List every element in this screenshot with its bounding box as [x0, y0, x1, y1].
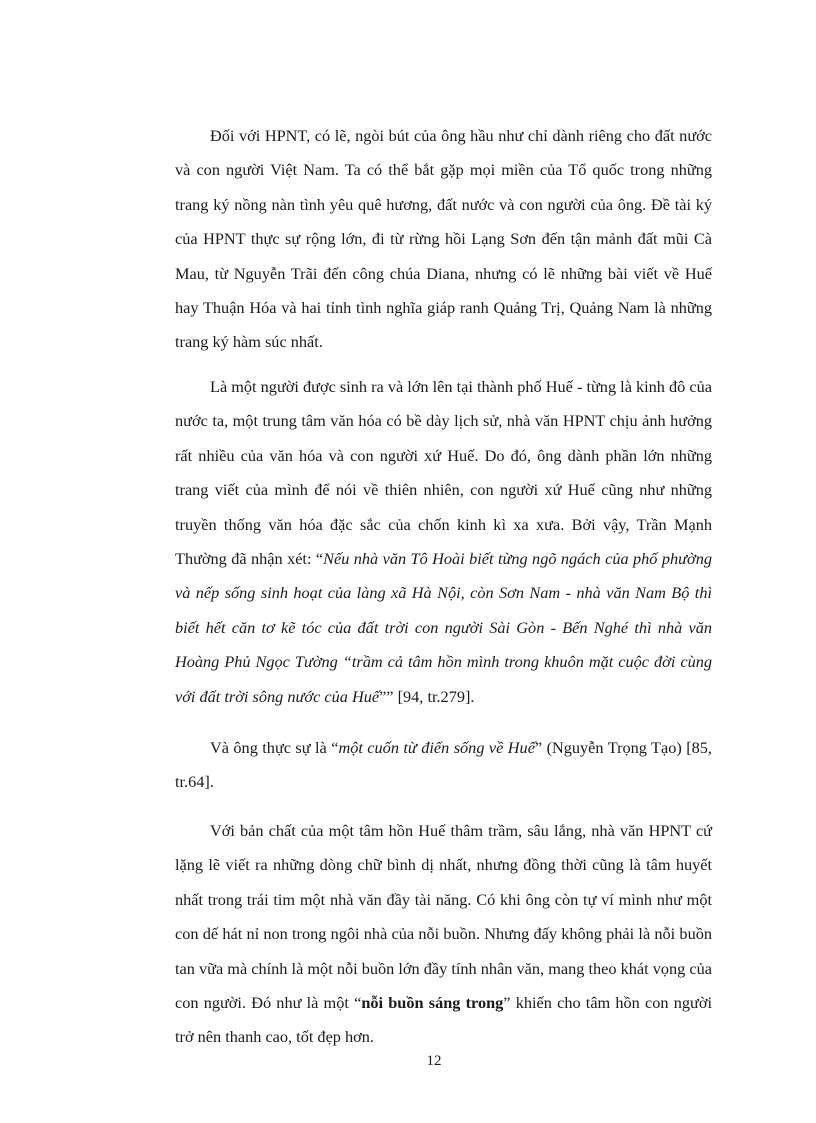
- paragraph-2: [175, 370, 712, 714]
- paragraph-3-citation: ” (Nguyễn Trọng Tạo) [85, tr.64].: [175, 738, 712, 792]
- paragraph-4-bold-phrase: nỗi buồn sáng trong: [361, 993, 504, 1013]
- paragraph-3: [175, 731, 712, 800]
- paragraph-2-lead: Là một người được sinh ra và lớn lên tại thành phố Huế - từng là kinh đô của nước ta, một trung tâm văn hóa có bề dày lịch sử, nhà văn HPNT chịu ảnh hưởng rất nhiều của văn hóa và con người xứ Huế. Do đó, ông dành phần lớn những trang viết của mình để nói về thiên nhiên, con người xứ Huế cũng như những truyền thống văn hóa đặc sắc của chốn kinh kì xa xưa. Bởi vậy, Trần Mạnh Thường đã nhận xét: “: [175, 377, 712, 569]
- paragraph-1-text: Đối với HPNT, có lẽ, ngòi bút của ông hầu như chỉ dành riêng cho đất nước và con người Việt Nam. Ta có thể bắt gặp mọi miền của Tổ quốc trong những trang ký nồng nàn tình yêu quê hương, đất nước và con người của ông. Đề tài ký của HPNT thực sự rộng lớn, đi từ rừng hồi Lạng Sơn đến tận mảnh đất mũi Cà Mau, từ Nguyễn Trãi đến công chúa Diana, nhưng có lẽ những bài viết về Huế hay Thuận Hóa và hai tỉnh tình nghĩa giáp ranh Quảng Trị, Quảng Nam là những trang ký hàm súc nhất.: [175, 126, 712, 352]
- paragraph-3-lead: Và ông thực sự là “: [210, 738, 339, 757]
- paragraph-2-citation: ”” [94, tr.279].: [379, 686, 475, 706]
- paragraph-4-tail: ” khiến cho tâm hồn con người trở nên thanh cao, tốt đẹp hơn.: [175, 993, 712, 1047]
- paragraph-2-inner-quote: trầm cả tâm hồn mình trong khuôn mặt cuộc đời cùng với đất trời sông nước của Huế: [175, 652, 713, 706]
- paragraph-3-quote: một cuốn từ điển sống về Huế: [338, 738, 535, 757]
- paragraph-2-quote: Nếu nhà văn Tô Hoài biết từng ngõ ngách của phố phường và nếp sống sinh hoạt của làng xã Hà Nội, còn Sơn Nam - nhà văn Nam Bộ thì biết hết căn tơ kẽ tóc của đất trời con người Sài Gòn - Bến Nghé thì nhà văn Hoàng Phủ Ngọc Tường “: [175, 549, 712, 672]
- page-number: 12: [426, 1053, 442, 1069]
- paragraph-1: [175, 119, 712, 360]
- paragraph-4: [175, 814, 712, 1055]
- paragraph-4-lead: Với bản chất của một tâm hồn Huế thâm trầm, sâu lắng, nhà văn HPNT cứ lặng lẽ viết ra những dòng chữ bình dị nhất, nhưng đồng thời cũng là tâm huyết nhất trong trái tim một nhà văn đầy tài năng. Có khi ông còn tự ví mình như một con dế hát nỉ non trong ngôi nhà của nỗi buồn. Nhưng đấy không phải là nỗi buồn tan vữa mà chính là một nỗi buồn lớn đầy tính nhân văn, mang theo khát vọng của con người. Đó như là một “: [175, 821, 712, 1013]
